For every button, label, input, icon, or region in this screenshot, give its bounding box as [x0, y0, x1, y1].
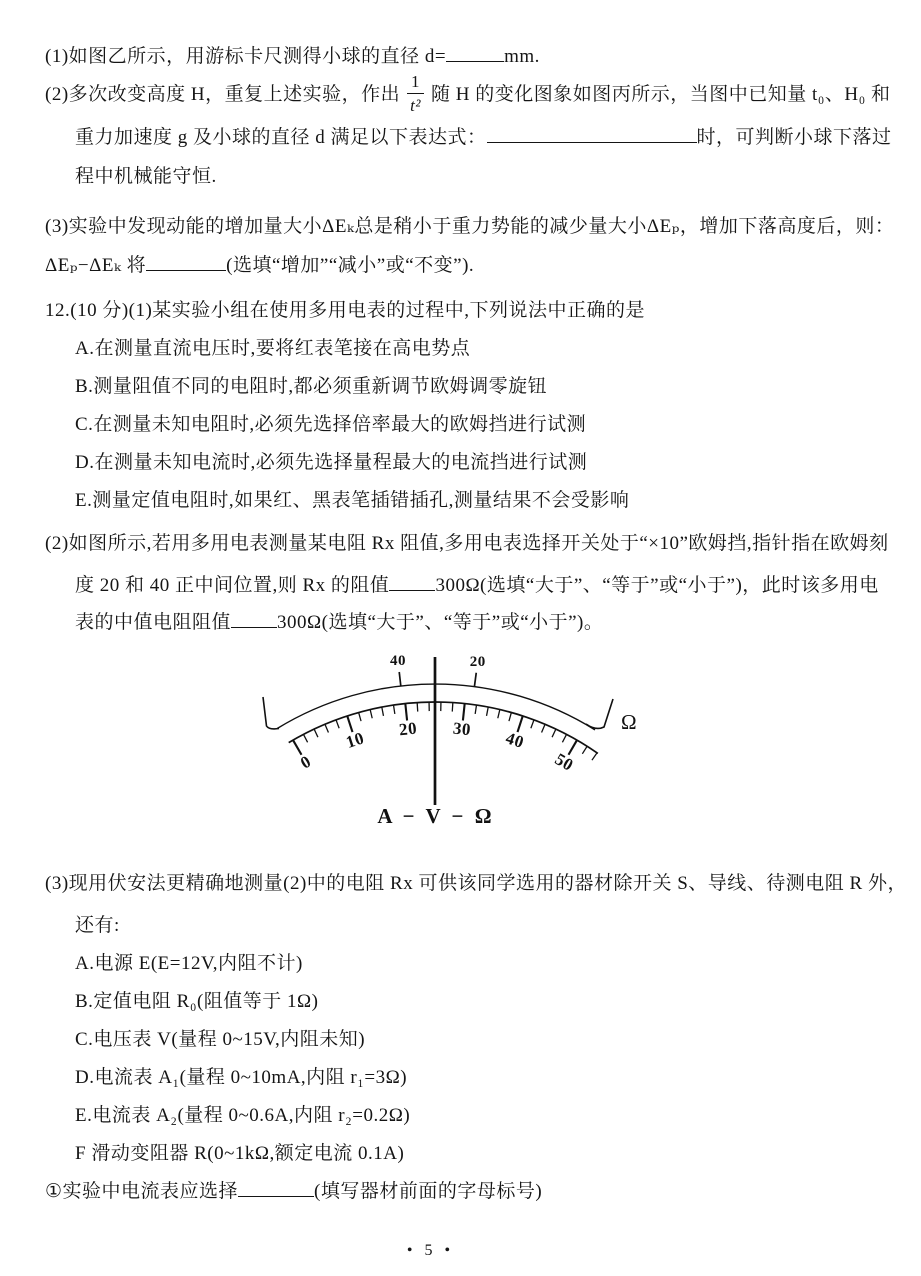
scale-tick	[347, 716, 352, 732]
equipment-e	[45, 1105, 883, 1126]
text-segment: (3)现用伏安法更精确地测量(2)中的电阻 Rx 可供该同学选用的器材除开关 S、导线、待测电阻 R 外，	[45, 873, 907, 894]
scale-tick	[582, 746, 587, 754]
scale-tick	[475, 705, 476, 714]
q11-part2-line3	[45, 166, 883, 187]
scale-tick	[463, 704, 465, 721]
text-segment: (2)多次改变高度 H，重复上述实验，作出	[45, 84, 401, 105]
text-segment: 300Ω(选填“大于”、“等于”或“小于”)。	[277, 612, 604, 633]
answer-blank-rx	[389, 575, 435, 591]
scale-number: 20	[398, 718, 418, 740]
answer-blank-midvalue	[231, 612, 277, 628]
fraction-1-over-t-squared	[407, 73, 424, 114]
equipment-c	[45, 1029, 883, 1050]
text-segment: mm.	[504, 46, 540, 67]
scale-tick	[552, 729, 556, 737]
scale-tick	[293, 740, 302, 755]
answer-blank-diameter	[446, 46, 504, 62]
option-text: E.测量定值电阻时,如果红、黑表笔插错插孔,测量结果不会受影响	[75, 490, 630, 511]
text-segment: 重力加速度 g 及小球的直径 d 满足以下表达式：	[75, 127, 487, 148]
scale-tick	[452, 703, 453, 712]
scale-tick	[509, 712, 511, 721]
q12-option-e	[45, 490, 883, 511]
text-segment: (选填“增加”“减小”或“不变”).	[226, 255, 475, 276]
multimeter-dial-figure	[250, 647, 883, 843]
equipment-text: F 滑动变阻器 R(0~1kΩ,额定电流 0.1A)	[75, 1143, 405, 1164]
meter-function-label: A − V − Ω	[377, 804, 495, 828]
q12-part3-line2	[45, 915, 883, 936]
text-segment: (2)如图所示,若用多用电表测量某电阻 Rx 阻值,多用电表选择开关处于“×10”欧姆挡,指针指在欧姆刻	[45, 533, 889, 554]
meter-scale-svg	[250, 647, 680, 843]
equipment-text: E.电流表 A₂(量程 0~0.6A,内阻 r₂=0.2Ω)	[75, 1105, 411, 1126]
answer-blank-delta-e	[146, 255, 226, 271]
scale-tick	[370, 710, 372, 719]
q12-subquestion-1	[45, 1181, 883, 1202]
text-segment: (3)实验中发现动能的增加量大小ΔEₖ总是稍小于重力势能的减少量大小ΔEₚ，增加下落高度后，则：	[45, 216, 895, 237]
text-segment: 随 H 的变化图象如图丙所示，当图中已知量 t₀、H₀ 和	[430, 84, 891, 105]
scale-tick	[417, 703, 418, 712]
equipment-d	[45, 1067, 883, 1088]
q12-option-c	[45, 414, 883, 435]
scale-tick	[405, 704, 407, 721]
scale-tick	[562, 734, 566, 742]
q11-part2-line1	[45, 72, 891, 116]
text-segment: 表的中值电阻阻值	[75, 612, 232, 633]
fraction-numerator: 1	[411, 72, 421, 92]
equipment-b	[45, 991, 883, 1012]
scale-right-end-mark	[586, 699, 613, 728]
q12-option-b	[45, 376, 883, 397]
ohm-number: 20	[469, 653, 486, 670]
text-segment: 度 20 和 40 正中间位置,则 Rx 的阻值	[75, 575, 390, 596]
equipment-text: B.定值电阻 R₀(阻值等于 1Ω)	[75, 991, 319, 1012]
q12-part3-line1	[45, 873, 907, 894]
scale-tick	[382, 707, 384, 716]
scale-tick	[394, 705, 395, 714]
q12-option-d	[45, 452, 883, 473]
scale-number: 40	[503, 728, 527, 752]
scale-number: 10	[343, 728, 367, 752]
scale-tick	[542, 724, 545, 732]
scale-tick	[592, 753, 597, 760]
equipment-text: C.电压表 V(量程 0~15V,内阻未知)	[75, 1029, 366, 1050]
text-segment: ΔEₚ−ΔEₖ 将	[45, 255, 147, 276]
answer-blank-ammeter-choice	[238, 1181, 314, 1197]
text-segment: (填写器材前面的字母标号)	[314, 1181, 543, 1202]
equipment-text: A.电源 E(E=12V,内阻不计)	[75, 953, 303, 974]
ohm-number: 40	[390, 653, 406, 670]
ohm-tick	[474, 673, 476, 687]
q11-part3-line2	[45, 255, 883, 276]
option-text: A.在测量直流电压时,要将红表笔接在高电势点	[75, 338, 471, 359]
text-segment: (1)如图乙所示，用游标卡尺测得小球的直径 d=	[45, 46, 447, 67]
page-number: • 5 •	[406, 1242, 455, 1259]
text-segment: 12.(10 分)(1)某实验小组在使用多用电表的过程中,下列说法中正确的是	[45, 300, 646, 321]
scale-left-end-mark	[263, 697, 279, 729]
q12-part2-line1	[45, 533, 889, 554]
q11-part2-line2	[45, 127, 892, 148]
text-segment: 300Ω(选填“大于”、“等于”或“小于”)，此时该多用电	[435, 575, 879, 596]
text-segment: 程中机械能守恒.	[75, 166, 217, 187]
q12-stem	[45, 300, 883, 321]
text-segment: ①实验中电流表应选择	[45, 1181, 239, 1202]
scale-tick	[487, 707, 489, 716]
option-text: D.在测量未知电流时,必须先选择量程最大的电流挡进行试测	[75, 452, 588, 473]
scale-tick	[303, 734, 307, 742]
scale-tick	[336, 720, 339, 728]
ohm-unit-symbol: Ω	[621, 710, 638, 734]
text-segment: 还有:	[75, 915, 120, 936]
scale-tick	[359, 712, 361, 721]
q11-part3-line1	[45, 216, 895, 237]
scale-number: 0	[297, 751, 315, 773]
answer-blank-expression	[487, 127, 697, 143]
scale-tick	[569, 740, 578, 755]
q12-part2-line2	[45, 575, 883, 596]
q11-part1-line	[45, 46, 883, 67]
scale-tick	[314, 729, 318, 737]
scale-tick	[325, 724, 328, 732]
q12-option-a	[45, 338, 883, 359]
option-text: B.测量阻值不同的电阻时,都必须重新调节欧姆调零旋钮	[75, 376, 548, 397]
equipment-a	[45, 953, 883, 974]
scale-tick	[518, 716, 523, 732]
equipment-f	[45, 1143, 883, 1164]
scale-number: 30	[452, 718, 472, 740]
text-segment: 时，可判断小球下落过	[696, 127, 892, 148]
option-text: C.在测量未知电阻时,必须先选择倍率最大的欧姆挡进行试测	[75, 414, 587, 435]
scale-tick	[498, 710, 500, 719]
scale-tick	[531, 720, 534, 728]
q12-part2-line3	[45, 612, 883, 633]
fraction-denominator: t²	[407, 93, 424, 114]
scale-number: 50	[551, 749, 577, 775]
linear-scale-arc	[289, 702, 598, 753]
ohm-tick	[399, 672, 401, 686]
equipment-text: D.电流表 A₁(量程 0~10mA,内阻 r₁=3Ω)	[75, 1067, 408, 1088]
